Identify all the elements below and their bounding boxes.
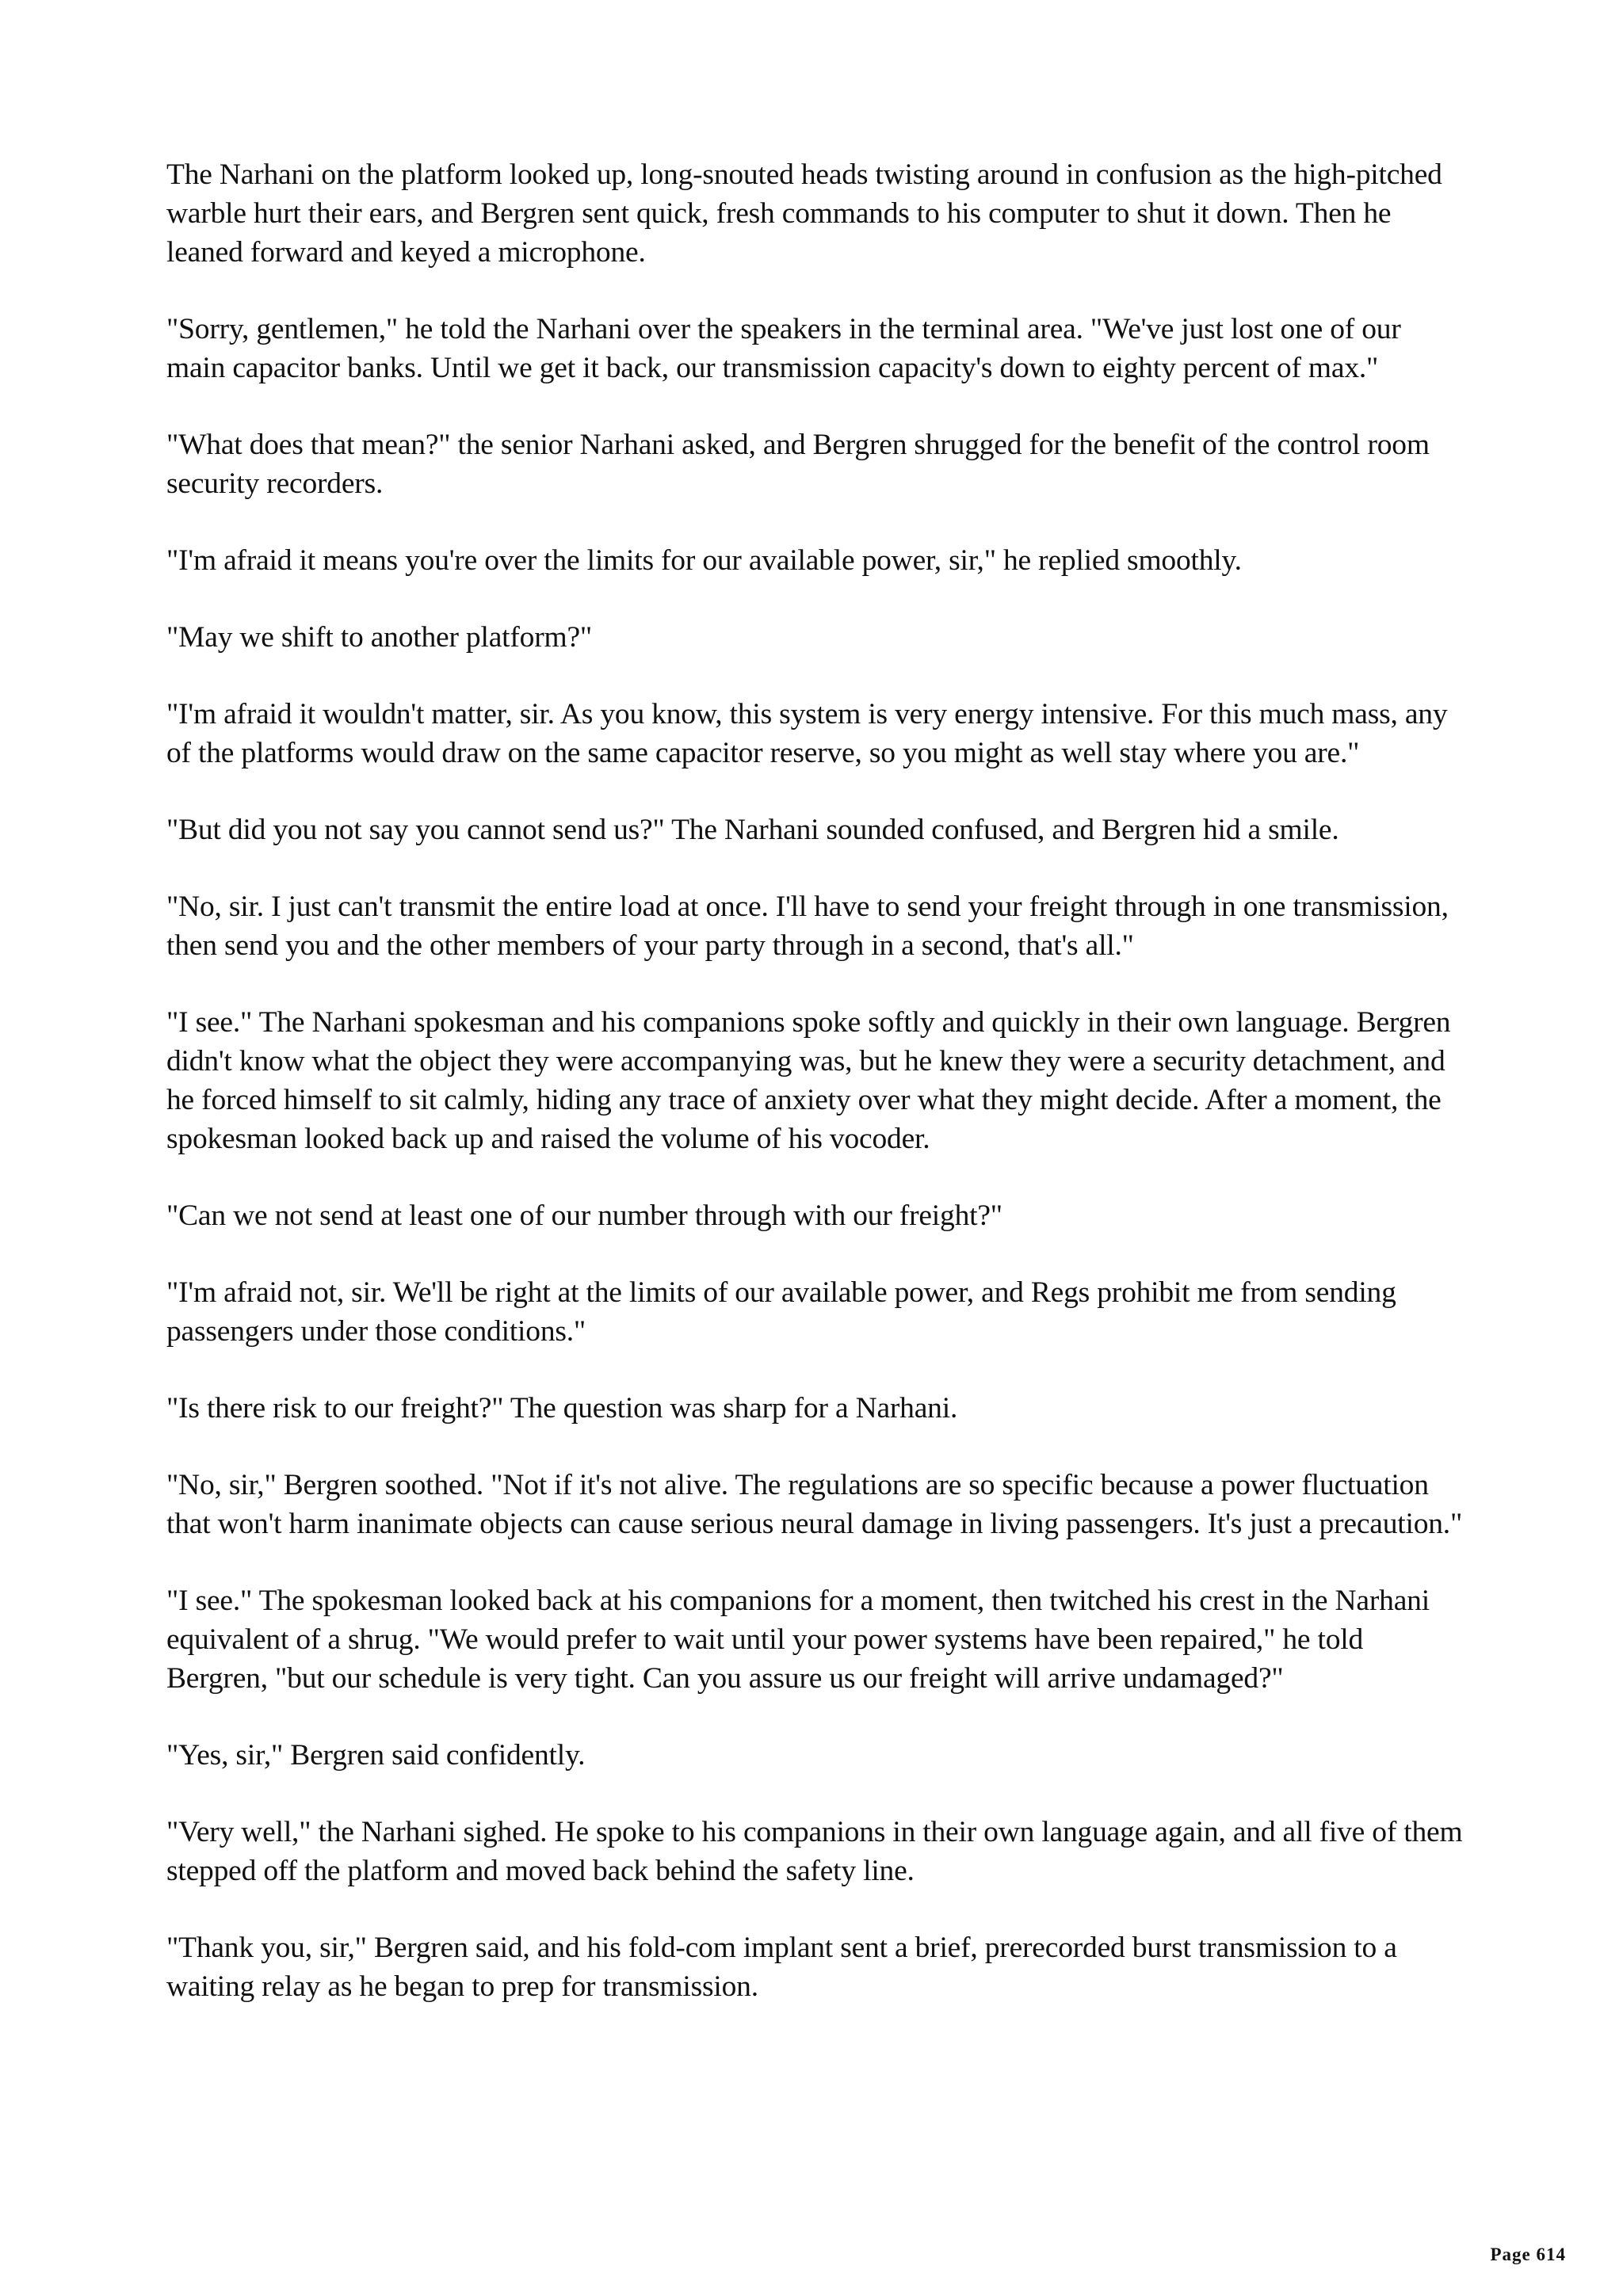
paragraph: "I'm afraid it means you're over the limits for our available power, sir," he replied smoothly. — [166, 544, 1242, 577]
paragraph: "I'm afraid not, sir. We'll be right at the limits of our available power, and Regs prohibit me from sending passengers under those conditions." — [166, 1276, 1396, 1348]
paragraph: "Sorry, gentlemen," he told the Narhani over the speakers in the terminal area. "We've just lost one of our main capacitor banks. Until we get it back, our transmission capacity's down to eighty percent of max." — [166, 313, 1401, 384]
paragraph: "Can we not send at least one of our number through with our freight?" — [166, 1199, 1002, 1232]
paragraph: "But did you not say you cannot send us?" The Narhani sounded confused, and Bergren hid a smile. — [166, 814, 1339, 846]
paragraph: "No, sir. I just can't transmit the entire load at once. I'll have to send your freight through in one transmission, then send you and the other members of your party through in a second, that's all." — [166, 891, 1449, 962]
paragraph: "What does that mean?" the senior Narhani asked, and Bergren shrugged for the benefit of the control room security recorders. — [166, 429, 1430, 500]
paragraph: "No, sir," Bergren soothed. "Not if it's not alive. The regulations are so specific because a power fluctuation that won't harm inanimate objects can cause serious neural damage in living passengers. It's just a precaution." — [166, 1469, 1463, 1540]
paragraph: "I'm afraid it wouldn't matter, sir. As you know, this system is very energy intensive. For this much mass, any of the platforms would draw on the same capacitor reserve, so you might as well stay where you are." — [166, 698, 1448, 769]
paragraph: "Thank you, sir," Bergren said, and his fold-com implant sent a brief, prerecorded burst transmission to a waiting relay as he began to prep for transmission. — [166, 1932, 1397, 2003]
paragraph: "Is there risk to our freight?" The question was sharp for a Narhani. — [166, 1392, 958, 1425]
paragraph: "Very well," the Narhani sighed. He spoke to his companions in their own language again, and all five of them stepped off the platform and moved back behind the safety line. — [166, 1816, 1463, 1887]
document-page — [166, 155, 1466, 2044]
page-number: Page 614 — [1490, 2245, 1566, 2264]
paragraph: "Yes, sir," Bergren said confidently. — [166, 1739, 586, 1772]
paragraph: The Narhani on the platform looked up, long-snouted heads twisting around in confusion as the high-pitched warble hurt their ears, and Bergren sent quick, fresh commands to his computer to shut it down. Then he leaned forward and keyed a microphone. — [166, 158, 1442, 269]
paragraph: "May we shift to another platform?" — [166, 621, 593, 654]
paragraph: "I see." The spokesman looked back at his companions for a moment, then twitched his crest in the Narhani equivalent of a shrug. "We would prefer to wait until your power systems have been repaired," he told Bergren, "but our schedule is very tight. Can you assure us our freight will arrive undamaged?" — [166, 1585, 1430, 1695]
paragraph: "I see." The Narhani spokesman and his companions spoke softly and quickly in their own language. Bergren didn't know what the object they were accompanying was, but he knew they were a security detachment, and he forced himself to sit calmly, hiding any trace of anxiety over what they might decide. After a moment, the spokesman looked back up and raised the volume of his vocoder. — [166, 1006, 1451, 1155]
